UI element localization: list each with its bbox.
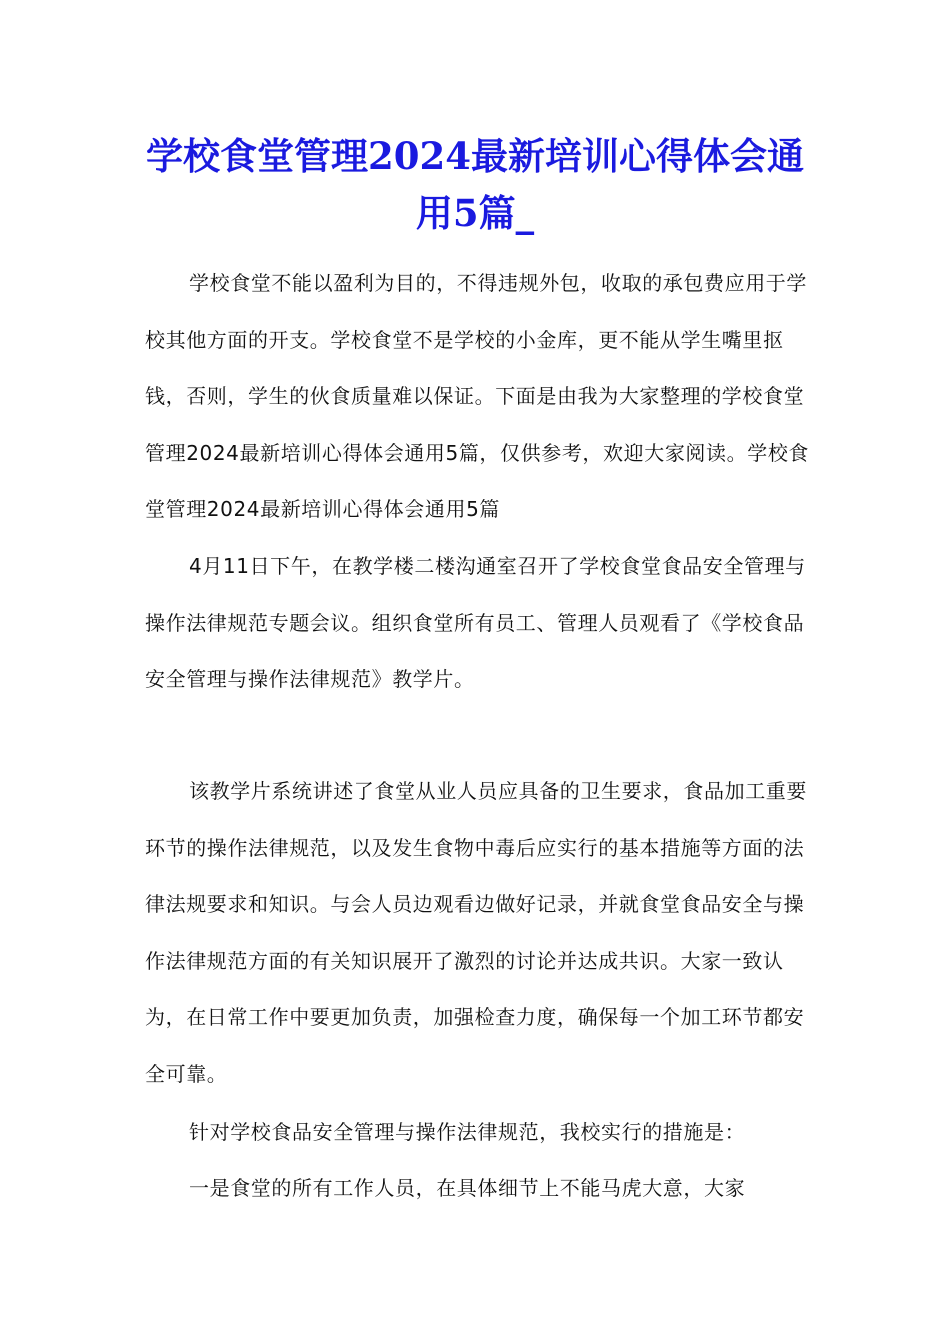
paragraph-measures-heading: 针对学校食品安全管理与操作法律规范，我校实行的措施是： [189,1120,746,1144]
paragraph-measure-one: 一是食堂的所有工作人员，在具体细节上不能马虎大意，大家 [189,1176,746,1200]
paragraph-video-content: 该教学片系统讲述了食堂从业人员应具备的卫生要求，食品加工重要环节的操作法律规范，以及发生食物中毒后应实行的基本措施等方面的法律法规要求和知识。与会人员边观看边做好记录，并就食堂食品安全与操作法律规范方面的有关知识展开了激烈的讨论并达成共识。大家一致认为，在日常工作中要更加负责，加强检查力度，确保每一个加工环节都安全可靠。 [145,779,807,1086]
document-title: 学校食堂管理2024最新培训心得体会通用5篇_ [146,134,804,235]
paragraph-intro: 学校食堂不能以盈利为目的，不得违规外包，收取的承包费应用于学校其他方面的开支。学校食堂不是学校的小金库，更不能从学生嘴里抠钱，否则，学生的伙食质量难以保证。下面是由我为大家整理的学校食堂管理2024最新培训心得体会通用5篇，仅供参考，欢迎大家阅读。学校食堂管理2024最新培训心得体会通用5篇 [145,271,810,521]
paragraph-meeting: 4月11日下午，在教学楼二楼沟通室召开了学校食堂食品安全管理与操作法律规范专题会议。组织食堂所有员工、管理人员观看了《学校食品安全管理与操作法律规范》教学片。 [145,554,806,691]
